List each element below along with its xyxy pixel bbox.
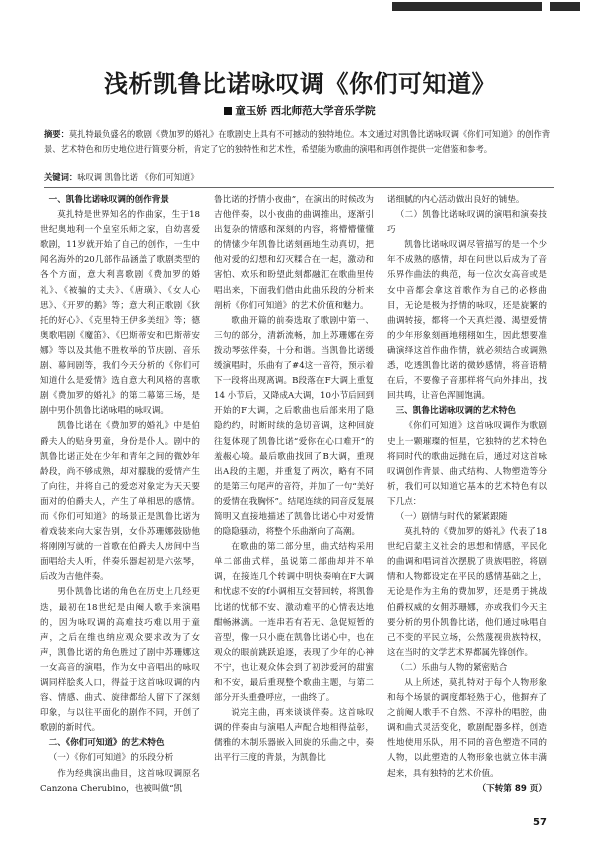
page-number: 57 [533, 817, 547, 828]
paragraph: 作为经典演出曲目，这首咏叹调原名 Canzona Cherubino，也被叫做“凯 [40, 768, 200, 794]
column-2 [214, 193, 374, 767]
column-1 [40, 193, 200, 797]
subsection-heading: （一）剧情与时代的紧紧跟随 [395, 511, 508, 522]
keywords-label: 关键词： [44, 172, 78, 182]
abstract [44, 127, 554, 156]
column-3 [387, 193, 547, 797]
paragraph: 歌曲开篇的前奏选取了歌剧中第一、三句的部分，清新流畅，加上苏珊娜在旁拨动琴弦伴奏，十分和谐。当凯鲁比诺缓缓演唱时，乐曲有了#4这一音符，预示着下一段将出现离调。B段落在F大调上重复 14 小节后，又降成A大调，10小节后回到开始的F大调，之后歌曲也后部来用了隐隐约约，时断时续的急切音调，这种回旋往复体现了凯鲁比诺“爱你在心口难开”的羞赧心境。最后歌曲找回了B大调，重现出A段的主题，并重复了两次，略有不同的是第三句尾声的音符，并加了一句“美好的爱情在我胸怀”。结尾连续的同音反复展简明又直接地描述了凯鲁比诺心中对爱情的隐隐骚动，将整个乐曲渐向了高潮。 [214, 315, 374, 538]
square-bullet-icon [224, 107, 232, 115]
article-title: 浅析凯鲁比诺咏叹调《你们可知道》 [104, 70, 496, 98]
subsection-heading: （二）乐曲与人物的紧密贴合 [395, 662, 508, 673]
section-heading: 三、凯鲁比诺咏叹调的艺术特色 [395, 406, 516, 417]
paragraph: 凯鲁比诺在《费加罗的婚礼》中是伯爵夫人的贴身男童，身份是仆人。剧中的凯鲁比诺正处在少年和青年之间的微妙年龄段，尚不够成熟，却对朦胧的爱情产生了向往，并将自己的爱恋对象定为天天要面对的伯爵夫人，产生了单相思的感情。而《你们可知道》的场景正是凯鲁比诺为着戏装来向大家告别，女仆苏珊娜鼓励他将刚刚写就的一首歌在伯爵夫人房间中当面唱给夫人听，伴奏乐器起初是六弦琴，后改为吉他伴奏。 [40, 421, 200, 583]
paragraph: 鲁比诺的抒情小夜曲”，在演出的时候改为吉他伴奏，以小夜曲的曲调推出，逐渐引出复杂的情感和深刻的内容，将懵懵懂懂的情愫少年凯鲁比诺刻画地生动真切，把他对爱的幻想和幻灭糅合在一起，激动和害怕、欢乐和盼望此刻都融汇在歌曲里传唱出来，下面我们借由此曲乐段的分析来剖析《你们可知道》的艺术价值和魅力。 [214, 195, 374, 311]
paragraph: 说完主曲，再来谈谈伴奏。这首咏叹调的伴奏由与演唱人声配合地相得益彰，儒雅的木制乐器嵌入回旋的乐曲之中，奏出平行三度的背景，为凯鲁比 [214, 708, 374, 764]
paragraph: 《你们可知道》这首咏叹调作为歌剧史上一颗璀璨的恒星，它独特的艺术特色将同时代的歌曲远抛在后，通过对这首咏叹调创作背景、曲式结构、人物塑造等分析，我们可以知道它基本的艺术特色有以下几点： [387, 421, 547, 507]
divider [44, 187, 554, 188]
paragraph: 从上所述，莫扎特对于每个人物形象和每个场景的调度都轻熟于心，他摒弃了之前阉人歌手不自然、不淳朴的唱腔，曲调和曲式灵活变化，歌剧配器多样，创造性地使用乐队，用不同的音色塑造不同的人物，以此塑造的人物形象也就立体丰满起来，具有独特的艺术价值。 [387, 678, 547, 779]
continued-note: （下转第 89 页） [477, 783, 547, 794]
paragraph: 在歌曲的第二部分里，曲式结构采用单二部曲式样，虽说第二部曲却并不单调，在接连几个转调中明快奏响在F大调和忧虑不安的f小调相互交替回转，将凯鲁比诺的忧郁不安、激动难平的心情表达地酣畅淋漓。一连串若有若无、急促短暂的音型，像一只小鹿在凯鲁比诺心中，也在观众的眼前跳跃追逐，表现了少年的心神不宁，也让观众体会到了初涉爱河的甜蜜和不安，最后重现整个歌曲主题，与第二部分开头重叠呼应，一曲终了。 [214, 542, 374, 704]
paragraph: 诺细腻的内心活动做出良好的铺垫。 [387, 195, 525, 205]
section-heading: 二、《你们可知道》的艺术特色 [48, 738, 165, 749]
abstract-text: 莫扎特最负盛名的歌剧《费加罗的婚礼》在歌剧史上具有不可撼动的独特地位。本文通过对凯鲁比诺咏叹调《你们可知道》的创作背景、艺术特色和历史地位进行简要分析，肯定了它的独特性和艺术性，希望能为歌曲的演唱和再创作提供一定借鉴和参考。 [44, 129, 551, 154]
author-byline: 童玉娇 西北师范大学音乐学院 [0, 103, 600, 118]
paragraph: 男仆凯鲁比诺的角色在历史上几经更迭，最初在18世纪是由阉人歌手来演唱的，因为咏叹调的高难技巧难以用于童声，之后在维也纳应观众要求改为了女声，凯鲁比诺的角色胜过了剧中苏珊娜这一女高音的演唱，作为女中音唱出的咏叹调同样脍炙人口，得益于这首咏叹调的内容、情感、曲式、旋律都给人留下了深刻印象，与以往平面化的剧作不同，开创了歌剧的新时代。 [40, 587, 200, 734]
abstract-label: 摘要： [44, 129, 69, 139]
header-decoration [0, 0, 600, 14]
section-heading: 一、凯鲁比诺咏叹调的创作背景 [48, 195, 169, 205]
paragraph: 凯鲁比诺咏叹调尽管描写的是一个少年不成熟的感情，却在问世以后成为了音乐界作曲法的典范，每一位次女高音或是女中音都会拿这首歌作为自己的必修曲目，无论是极为抒情的咏叹，还是旋繁的曲调转接，都将一个天真烂漫、渴望爱情的少年形象刻画地栩栩如生，因此想要准确演绎这首作曲作情，就必须结合或调熟悉，吃透凯鲁比诺的微妙感情，将音语精在后，不要像子音那样将气向外排出，找回共鸣，让音色浑圆饱满。 [387, 240, 547, 402]
keywords [44, 171, 554, 183]
paragraph: 莫扎特的《费加罗的婚礼》代表了18世纪启蒙主义社会的思想和情感，平民化的曲调和唱词首次摆脱了贵族唱腔，将剧情和人物都设定在平民的感情基础之上，无论是作为主角的费加罗，还是勇于挑战伯爵权威的女佣苏珊娜，亦或我们今天主要分析的男仆凯鲁比诺，他们通过咏唱自己不变的平民立场，公然蔑视贵族特权，这在当时的文学艺术界都属先锋创作。 [387, 527, 547, 658]
subsection-heading: （一）《你们可知道》的乐段分析 [48, 753, 174, 764]
paragraph: 莫扎特是世界知名的作曲家，生于18世纪奥地利一个皇室乐师之家，自幼喜爱歌剧，11岁就开始了自己的创作，一生中闻名海外的20几部作品涵盖了歌剧类型的各个方面，意大利喜歌剧《费加罗的婚礼》、《被骗的丈夫》、《唐璜》、《女人心思》、《开罗的鹅》等；意大利正歌剧《狄托的好心》、《克里特王伊多美纽》等；德奥歌唱剧《魔笛》、《巴斯蒂安和巴斯蒂安娜》等以及其他不胜枚举的节庆剧、音乐剧、幕间剧等，我们今天分析的《你们可知道什么是爱情》选自意大利风格的喜歌剧《费加罗的婚礼》的第二幕第三场，是剧中男仆凯鲁比诺咏唱的咏叹调。 [40, 210, 200, 417]
keywords-text: 咏叹调 凯鲁比诺 《你们可知道》 [77, 172, 199, 182]
subsection-heading: （二）凯鲁比诺咏叹调的演唱和演奏技巧 [387, 210, 547, 236]
